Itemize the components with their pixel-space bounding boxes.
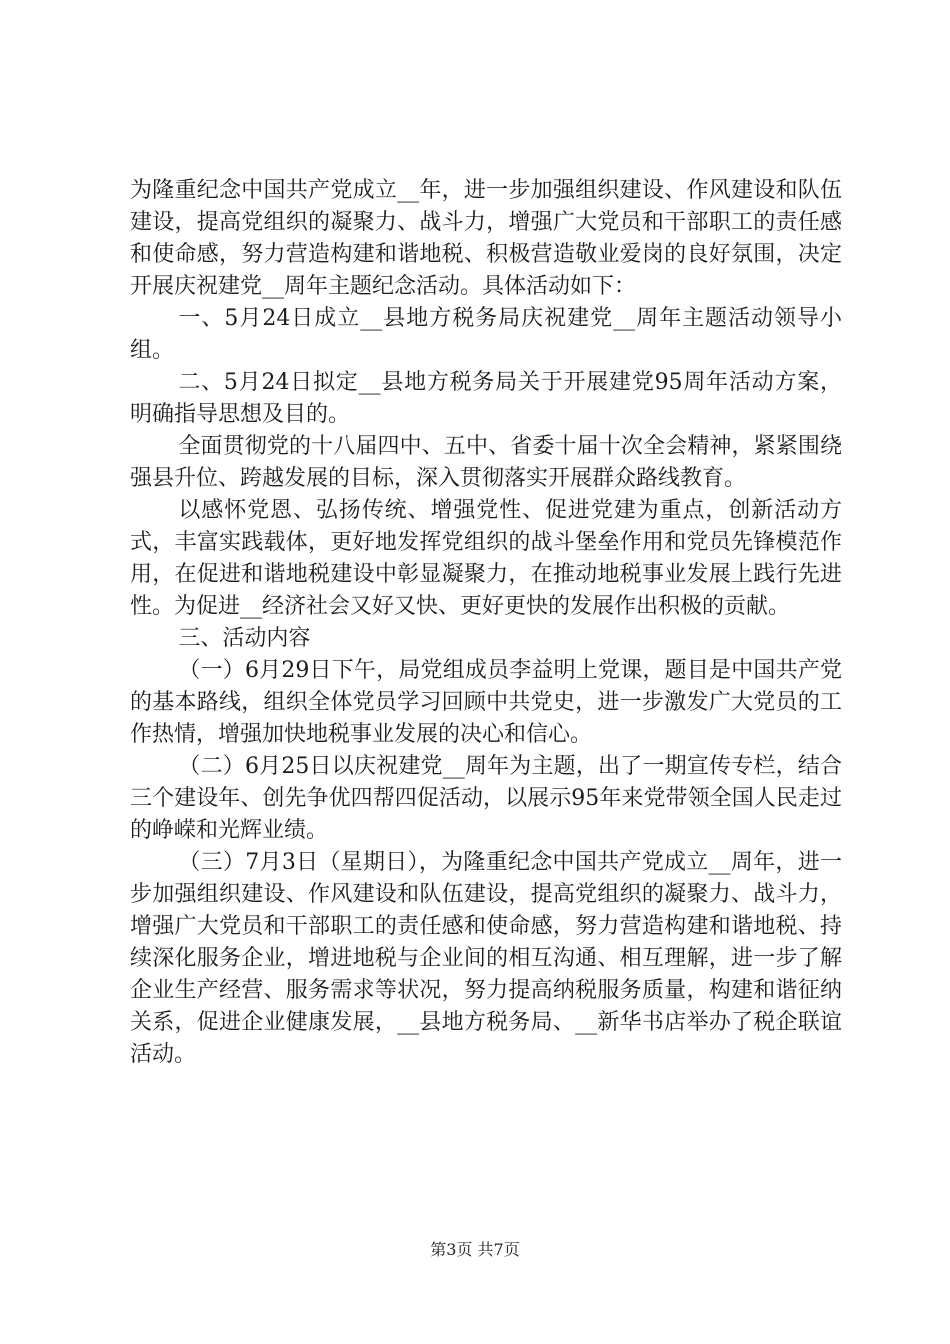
paragraph-item-1: 一、5月24日成立__县地方税务局庆祝建党__周年主题活动领导小组。: [130, 306, 842, 363]
paragraph-activity-2: （二）6月25日以庆祝建党__周年为主题，出了一期宣传专栏，结合三个建设年、创先争优四帮四促活动，以展示95年来党带领全国人民走过的峥嵘和光辉业绩。: [130, 754, 842, 843]
paragraph-item-2: 二、5月24日拟定__县地方税务局关于开展建党95周年活动方案，明确指导思想及目的。: [130, 370, 842, 427]
paragraph-focus: 以感怀党恩、弘扬传统、增强党性、促进党建为重点，创新活动方式，丰富实践载体，更好地发挥党组织的战斗堡垒作用和党员先锋模范作用，在促进和谐地税建设中彰显凝聚力，在推动地税事业发展上践行先进性。为促进__经济社会又好又快、更好更快的发展作出积极的贡献。: [130, 498, 842, 619]
paragraph-activity-1: （一）6月29日下午，局党组成员李益明上党课，题目是中国共产党的基本路线，组织全体党员学习回顾中共党史，进一步激发广大党员的工作热情，增强加快地税事业发展的决心和信心。: [130, 658, 842, 747]
paragraph-guiding-thought: 全面贯彻党的十八届四中、五中、省委十届十次全会精神，紧紧围绕强县升位、跨越发展的目标，深入贯彻落实开展群众路线教育。: [130, 434, 842, 491]
paragraph-intro: 为隆重纪念中国共产党成立__年，进一步加强组织建设、作风建设和队伍建设，提高党组织的凝聚力、战斗力，增强广大党员和干部职工的责任感和使命感，努力营造构建和谐地税、积极营造敬业爱岗的良好氛围，决定开展庆祝建党__周年主题纪念活动。具体活动如下：: [130, 178, 842, 299]
paragraph-activity-3: （三）7月3日（星期日），为隆重纪念中国共产党成立__周年，进一步加强组织建设、作风建设和队伍建设，提高党组织的凝聚力、战斗力，增强广大党员和干部职工的责任感和使命感，努力营造构建和谐地税、持续深化服务企业，增进地税与企业间的相互沟通、相互理解，进一步了解企业生产经营、服务需求等状况，努力提高纳税服务质量，构建和谐征纳关系，促进企业健康发展，__县地方税务局、__新华书店举办了税企联谊活动。: [130, 850, 842, 1067]
document-body: [130, 175, 842, 1071]
section-heading-activities: 三、活动内容: [178, 626, 311, 651]
page-number-footer: 第3页 共7页: [430, 1240, 520, 1259]
